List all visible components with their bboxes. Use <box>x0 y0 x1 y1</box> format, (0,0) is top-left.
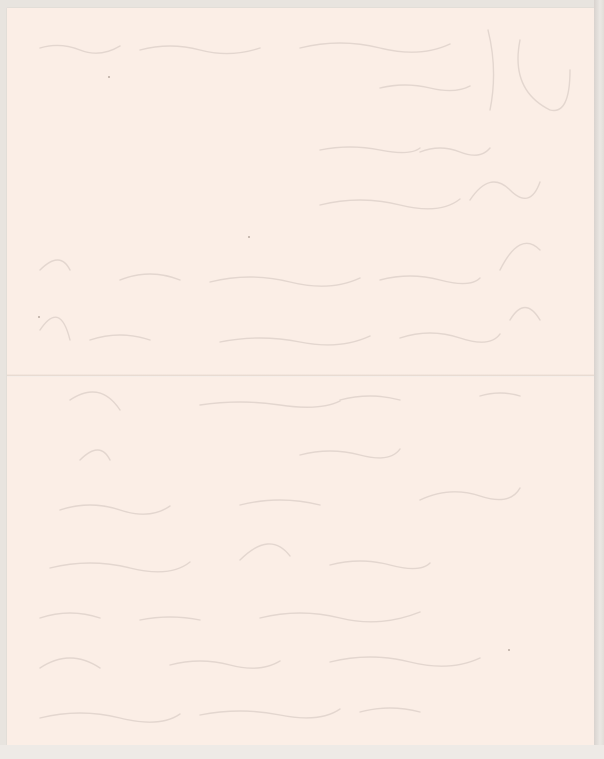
paper-speck <box>248 236 250 238</box>
paper-speck <box>108 76 110 78</box>
paper-speck <box>508 649 510 651</box>
bleed-line-3 <box>320 147 490 155</box>
bleed-line-10 <box>50 544 430 572</box>
bleed-line-9 <box>60 488 520 514</box>
bleed-line-12 <box>40 657 480 668</box>
bleed-line-13 <box>40 708 420 722</box>
bleed-line-1 <box>40 43 450 54</box>
bleed-line-11 <box>40 612 420 622</box>
bleed-line-5 <box>40 243 540 286</box>
bleed-mark-large <box>488 30 570 111</box>
bleed-line-6 <box>40 308 540 345</box>
paper-speck <box>38 316 40 318</box>
bleed-line-7 <box>70 392 520 410</box>
bleed-line-4 <box>320 182 540 209</box>
bleed-line-8 <box>80 449 400 460</box>
bleed-line-2 <box>380 85 470 91</box>
